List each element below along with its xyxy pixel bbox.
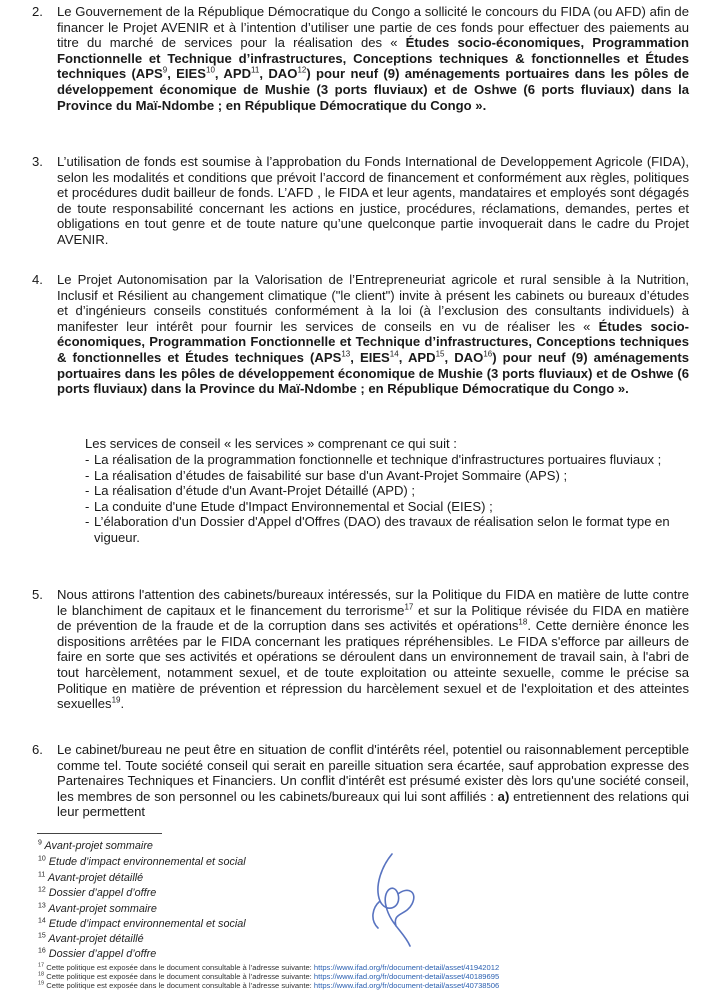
paragraph-3: 3. L’utilisation de fonds est soumise à l’approbation du Fonds International de Developpement Agricole (FIDA), selon les modalités et conditions que prévoit l’accord de financement et conformément aux règles, politiques et procédures dudit bailleur de fonds. L’AFD , le FIDA et leur agents, mandataires et employés sont dégagés de toute responsabilité concernant les actions en justice, procédures, réclamations, demandes, pertes et obligations en tout genre et de toute nature qu’une quelconque partie invoquerait dans le cadre du Projet AVENIR. xyxy=(32,154,689,247)
list-item: - La réalisation d’études de faisabilité sur base d'un Avant-Projet Sommaire (APS) ; xyxy=(85,467,568,483)
paragraph-number: 6. xyxy=(32,742,43,757)
footnote-divider xyxy=(37,833,162,834)
services-intro: Les services de conseil « les services » comprenant ce qui suit : xyxy=(85,436,457,451)
footnote-url: $^{19}$ Cette politique est exposée dans le document consultable à l’adresse suivante: https://www.ifad.org/fr/document-detail/asset/40738506 xyxy=(38,980,500,990)
footnote: $^{14}$ Etude d’impact environnemental et social xyxy=(38,917,246,930)
footnote-link[interactable]: https://www.ifad.org/fr/document-detail/asset/40738506 xyxy=(313,981,500,990)
footnote-url: $^{17}$ Cette politique est exposée dans le document consultable à l’adresse suivante: https://www.ifad.org/fr/document-detail/asset/41942012 xyxy=(38,962,500,972)
paragraph-2: 2. Le Gouvernement de la République Démocratique du Congo a sollicité le concours du FIDA (ou AFD) afin de financer le Projet AVENIR et à l’intention d’utiliser une partie de ces fonds pour effectuer des paiements au titre du marché de services pour la réalisation des « Études socio-économiques, Programmation Fonctionnelle et Technique d’infrastructures, Conceptions techniques & fonctionnelles et Études techniques (APS$^9$, EIES$^{10}$, APD$^{11}$, DAO$^{12}$) pour neuf (9) aménagements portuaires dans les pôles de développement économique de Mushie (3 ports fluviaux) et de Oshwe (6 ports fluviaux) dans la Province du Maï-Ndombe ; en République Démocratique du Congo ». xyxy=(32,4,690,113)
footnote-link[interactable]: https://www.ifad.org/fr/document-detail/asset/40189695 xyxy=(313,972,500,981)
paragraph-number: 4. xyxy=(32,272,43,287)
paragraph-number: 2. xyxy=(32,4,43,19)
list-item: - La réalisation de la programmation fonctionnelle et technique d'infrastructures portuaires fluviaux ; xyxy=(85,452,662,467)
signature-icon xyxy=(352,846,442,966)
footnote: $^{15}$ Avant-projet détaillé xyxy=(38,932,144,945)
footnote: $^9$ Avant-projet sommaire xyxy=(38,839,153,852)
list-item: - L’élaboration d'un Dossier d'Appel d'Offres (DAO) des travaux de réalisation selon le format type en vigueur. xyxy=(85,514,670,545)
footnote: $^{11}$ Avant-projet détaillé xyxy=(38,871,144,884)
list-item: - La conduite d'une Etude d'Impact Environnemental et Social (EIES) ; xyxy=(85,498,493,514)
footnote: $^{10}$ Etude d’impact environnemental et social xyxy=(38,855,246,868)
paragraph-6: 6. Le cabinet/bureau ne peut être en situation de conflit d'intérêts réel, potentiel ou raisonnablement perceptible comme tel. Toute société conseil qui serait en pareille situation sera écartée, sauf approbation expresse des Partenaires Techniques et Financiers. Un conflit d'intérêt est présumé exister dès lors qu'une société conseil, les membres de son personnel ou les cabinets/bureaux qui lui sont affiliés : a) entretiennent des relations qui leur permettent xyxy=(32,742,689,820)
footnote-link[interactable]: https://www.ifad.org/fr/document-detail/asset/41942012 xyxy=(313,963,500,972)
paragraph-number: 3. xyxy=(32,154,43,169)
paragraph-5: 5. Nous attirons l'attention des cabinets/bureaux intéressés, sur la Politique du FIDA en matière de lutte contre le blanchiment de capitaux et le financement du terrorisme$^{17}$ et sur la Politique révisée du FIDA en matière de prévention de la fraude et de la corruption dans ses activités et opérations$^{18}$. Cette dernière énonce les dispositions arrêtées par le FIDA concernant les pratiques répréhensibles. Le FIDA s'efforce par ailleurs de faire en sorte que ses activités et opérations se déroulent dans un environnement de travail sain, à l'abri de tout harcèlement, notamment sexuel, et de toute exploitation ou atteinte sexuelle, comme le précise sa Politique en matière de prévention et répression du harcèlement sexuel et de l'exploitation et des atteintes sexuelles$^{19}$. xyxy=(32,587,690,712)
paragraph-number: 5. xyxy=(32,587,43,602)
services-list xyxy=(85,452,685,546)
footnote-url: $^{18}$ Cette politique est exposée dans le document consultable à l’adresse suivante: https://www.ifad.org/fr/document-detail/asset/40189695 xyxy=(38,971,500,981)
paragraph-4: 4. Le Projet Autonomisation par la Valorisation de l’Entrepreneuriat agricole et rural sensible à la Nutrition, Inclusif et Résilient au changement climatique ("le client") invite à présent les cabinets ou bureaux d’études et d’ingénieurs conseils constitués conformément à la loi (à l’exclusion des consultants individuels) à manifester leur intérêt pour fournir les services de conseils en vu de réaliser les « Études socio-économiques, Programmation Fonctionnelle et Technique d’infrastructures, Conceptions techniques & fonctionnelles et Études techniques (APS$^{13}$, EIES$^{14}$, APD$^{15}$, DAO$^{16}$) pour neuf (9) aménagements portuaires dans les pôles de développement économique de Mushie (3 ports fluviaux) et de Oshwe (6 ports fluviaux) dans la Province du Maï-Ndombe ; en République Démocratique du Congo ». xyxy=(32,272,689,397)
footnote: $^{13}$ Avant-projet sommaire xyxy=(38,902,157,915)
footnote: $^{16}$ Dossier d’appel d’offre xyxy=(38,947,157,960)
footnote: $^{12}$ Dossier d’appel d’offre xyxy=(38,886,157,899)
list-item: - La réalisation d’étude d'un Avant-Projet Détaillé (APD) ; xyxy=(85,483,416,499)
